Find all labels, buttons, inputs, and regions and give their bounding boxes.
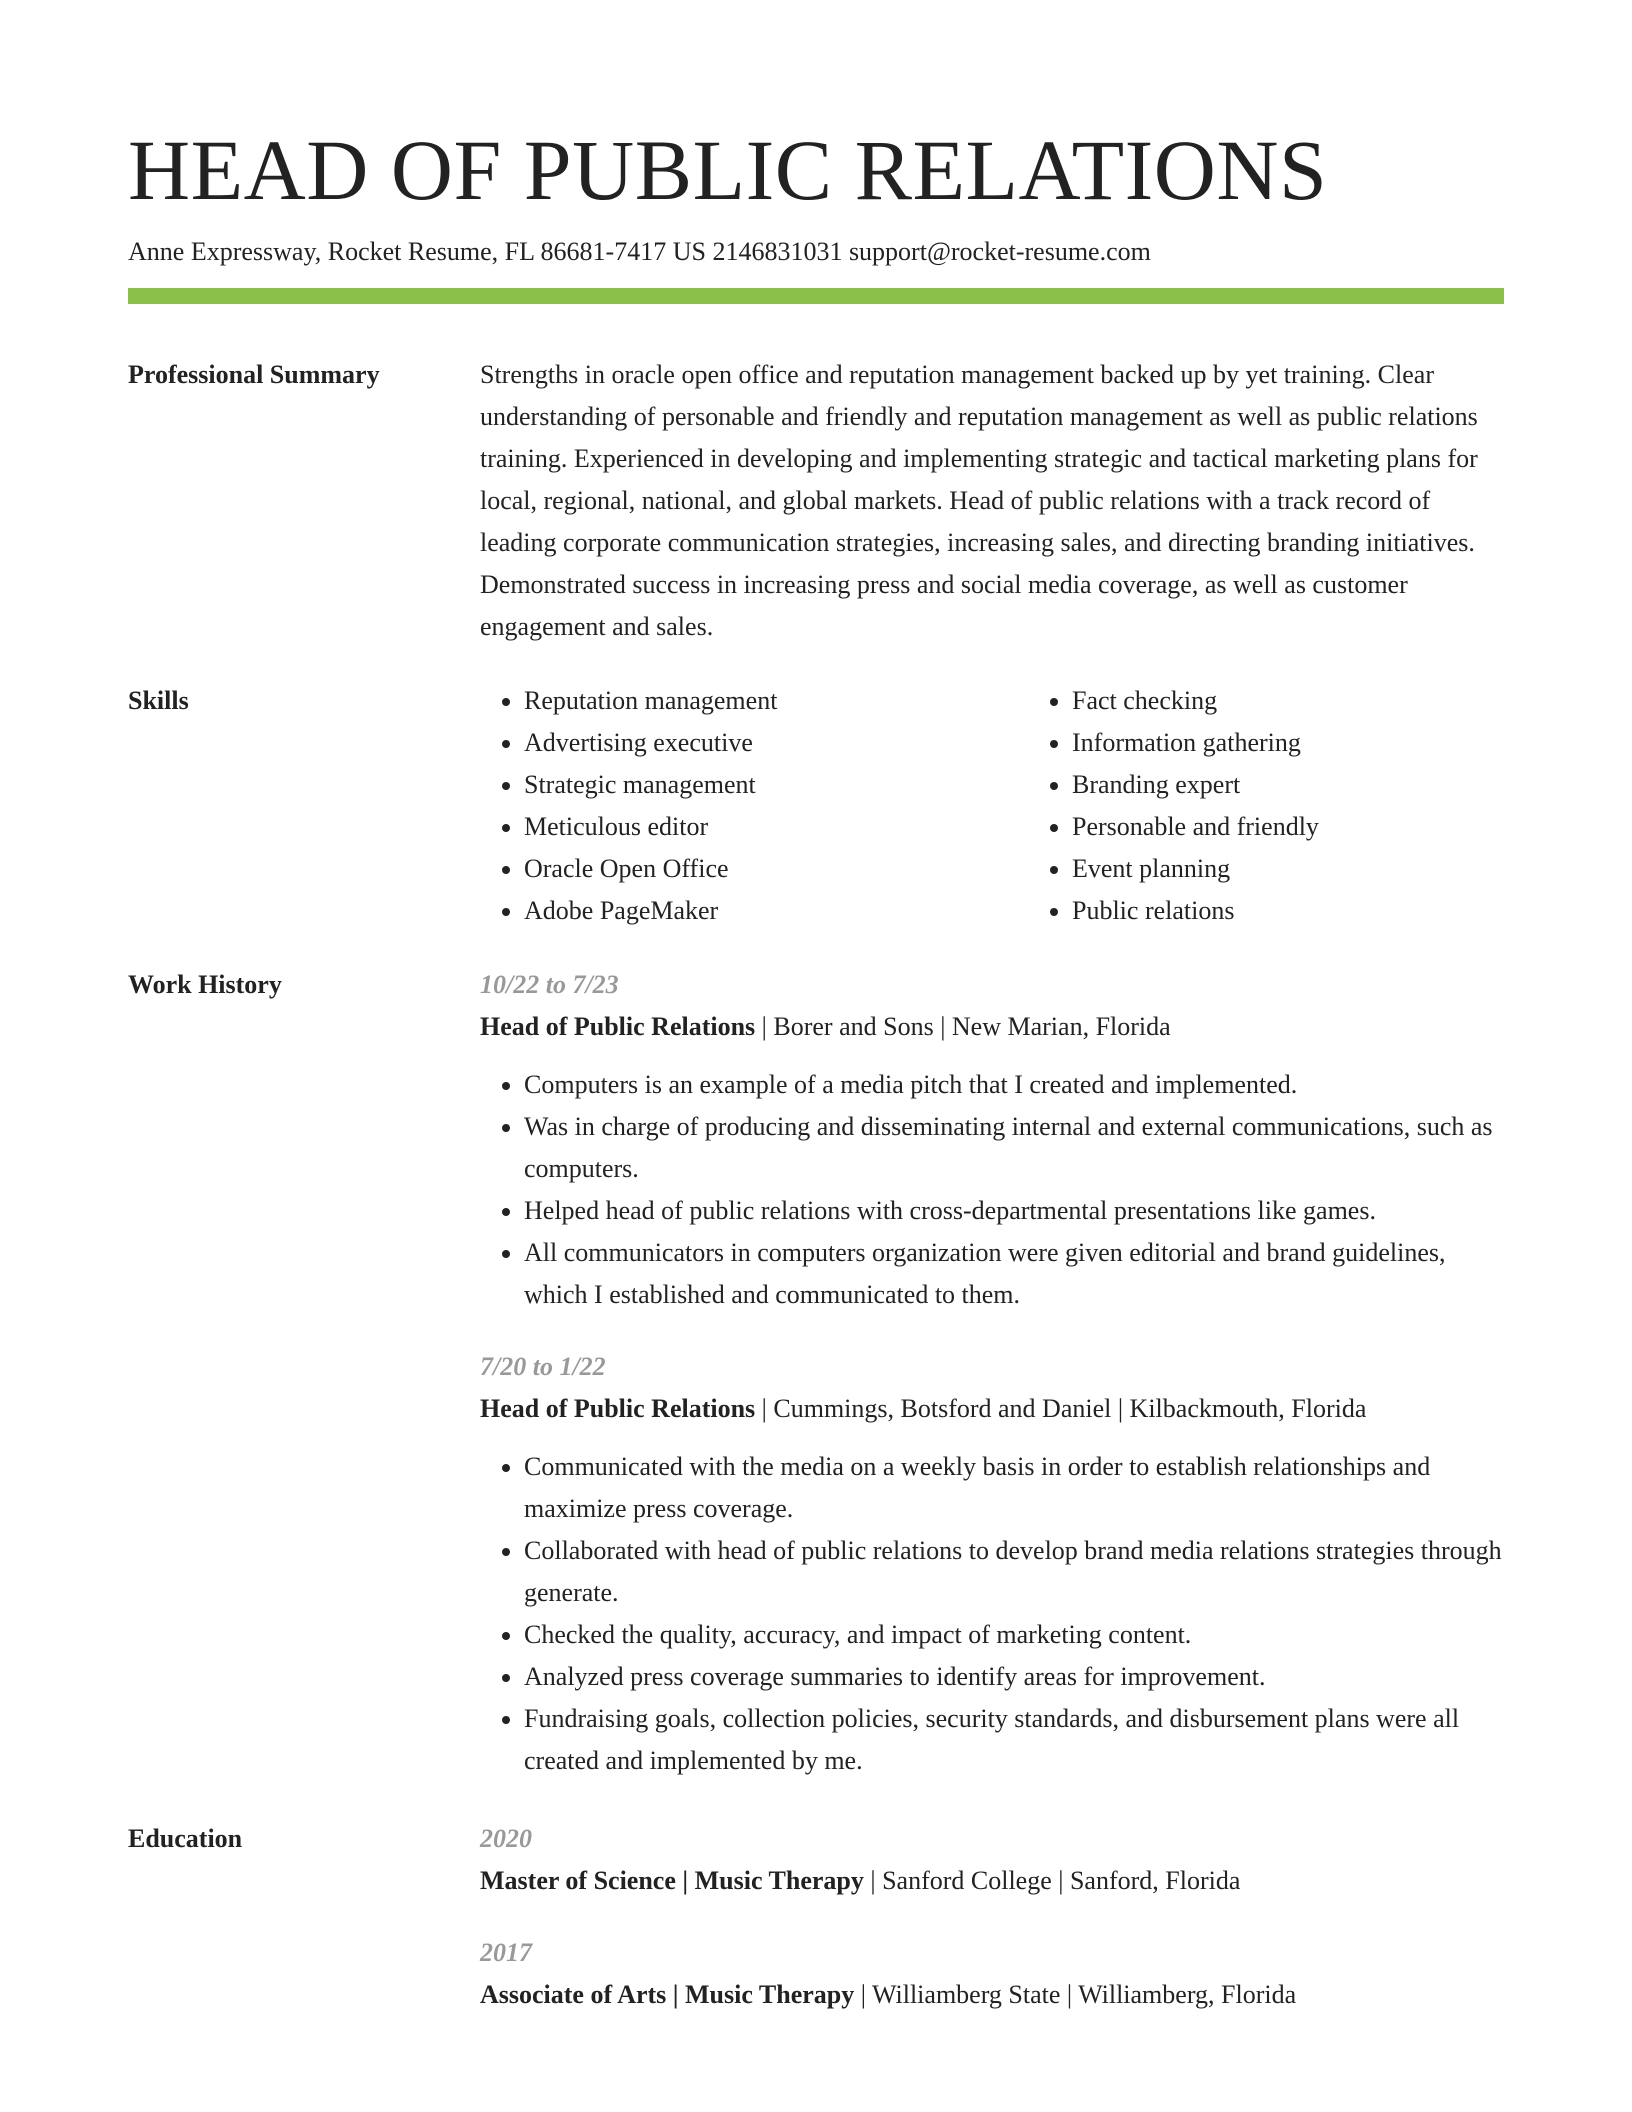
summary-section [128,304,1504,648]
education-details: | Sanford College | Sanford, Florida [863,1866,1241,1895]
education-entry [480,1932,1504,2016]
job-bullet: • Collaborated with head of public relations to develop brand media relations strategies through generate. [524,1530,1504,1614]
job-bullets [480,1446,1504,1782]
summary-label: Professional Summary [128,360,380,389]
education-section [128,1782,1504,2016]
contact-line: Anne Expressway, Rocket Resume, FL 86681-7417 US 2146831031 support@rocket-resume.com [128,237,1151,266]
skill-item: • Event planning [1072,848,1576,890]
job-title-line [480,1388,1504,1430]
summary-text: Strengths in oracle open office and reputation management backed up by yet training. Clear understanding of personable and friendly and reputation management as well as public relations training. Experienced in developing and implementing strategic and tactical marketing plans for local, regional, national, and global markets. Head of public relations with a track record of leading corporate communication strategies, increasing sales, and directing branding initiatives. Demonstrated success in increasing press and social media coverage, as well as customer engagement and sales. [480,360,1478,641]
job-bullet: • Was in charge of producing and disseminating internal and external communications, such as computers. [524,1106,1504,1190]
education-details: | Williamberg State | Williamberg, Florida [854,1980,1297,2009]
job-bullet: • Communicated with the media on a weekly basis in order to establish relationships and maximize press coverage. [524,1446,1504,1530]
education-entry [480,1818,1504,1902]
work-history-label: Work History [128,970,282,999]
skills-list-left [480,680,1028,932]
job-entry [480,964,1504,1316]
job-bullet: • All communicators in computers organization were given editorial and brand guidelines, which I established and communicated to them. [524,1232,1504,1316]
education-degree: Associate of Arts | Music Therapy [480,1980,855,2009]
skills-label: Skills [128,686,189,715]
education-line [480,1860,1504,1902]
education-body [480,1818,1504,2016]
job-bullet: • Analyzed press coverage summaries to identify areas for improvement. [524,1656,1504,1698]
job-bullets [480,1064,1504,1316]
job-bullet: • Computers is an example of a media pitch that I created and implemented. [524,1064,1504,1106]
education-year: 2017 [480,1938,532,1967]
job-dates: 7/20 to 1/22 [480,1352,606,1381]
skill-item: • Meticulous editor [524,806,1028,848]
skill-item: • Adobe PageMaker [524,890,1028,932]
education-line [480,1974,1504,2016]
job-entry [480,1346,1504,1782]
skill-item: • Advertising executive [524,722,1028,764]
skill-item: • Public relations [1072,890,1576,932]
education-degree: Master of Science | Music Therapy [480,1866,864,1895]
work-history-body [480,964,1504,1782]
education-label: Education [128,1824,243,1853]
skill-item: • Oracle Open Office [524,848,1028,890]
skill-item: • Branding expert [1072,764,1576,806]
skill-item: • Personable and friendly [1072,806,1576,848]
skills-body [480,680,1576,932]
accent-divider [128,288,1504,304]
skill-item: • Strategic management [524,764,1028,806]
job-details: | Cummings, Botsford and Daniel | Kilbackmouth, Florida [755,1394,1367,1423]
job-title-line [480,1006,1504,1048]
job-details: | Borer and Sons | New Marian, Florida [755,1012,1171,1041]
skills-list-right [1028,680,1576,932]
job-dates: 10/22 to 7/23 [480,970,619,999]
education-year: 2020 [480,1824,532,1853]
job-title: Head of Public Relations [480,1012,756,1041]
job-title: Head of Public Relations [480,1394,756,1423]
job-bullet: • Helped head of public relations with cross-departmental presentations like games. [524,1190,1504,1232]
resume-title: HEAD OF PUBLIC RELATIONS [128,122,1328,218]
job-bullet: • Checked the quality, accuracy, and impact of marketing content. [524,1614,1504,1656]
resume-page [128,118,1504,2016]
job-bullet: • Fundraising goals, collection policies, security standards, and disbursement plans were all created and implemented by me. [524,1698,1504,1782]
skill-item: • Information gathering [1072,722,1576,764]
work-history-section [128,932,1504,1782]
skills-section [128,648,1504,932]
skill-item: • Reputation management [524,680,1028,722]
skill-item: • Fact checking [1072,680,1576,722]
